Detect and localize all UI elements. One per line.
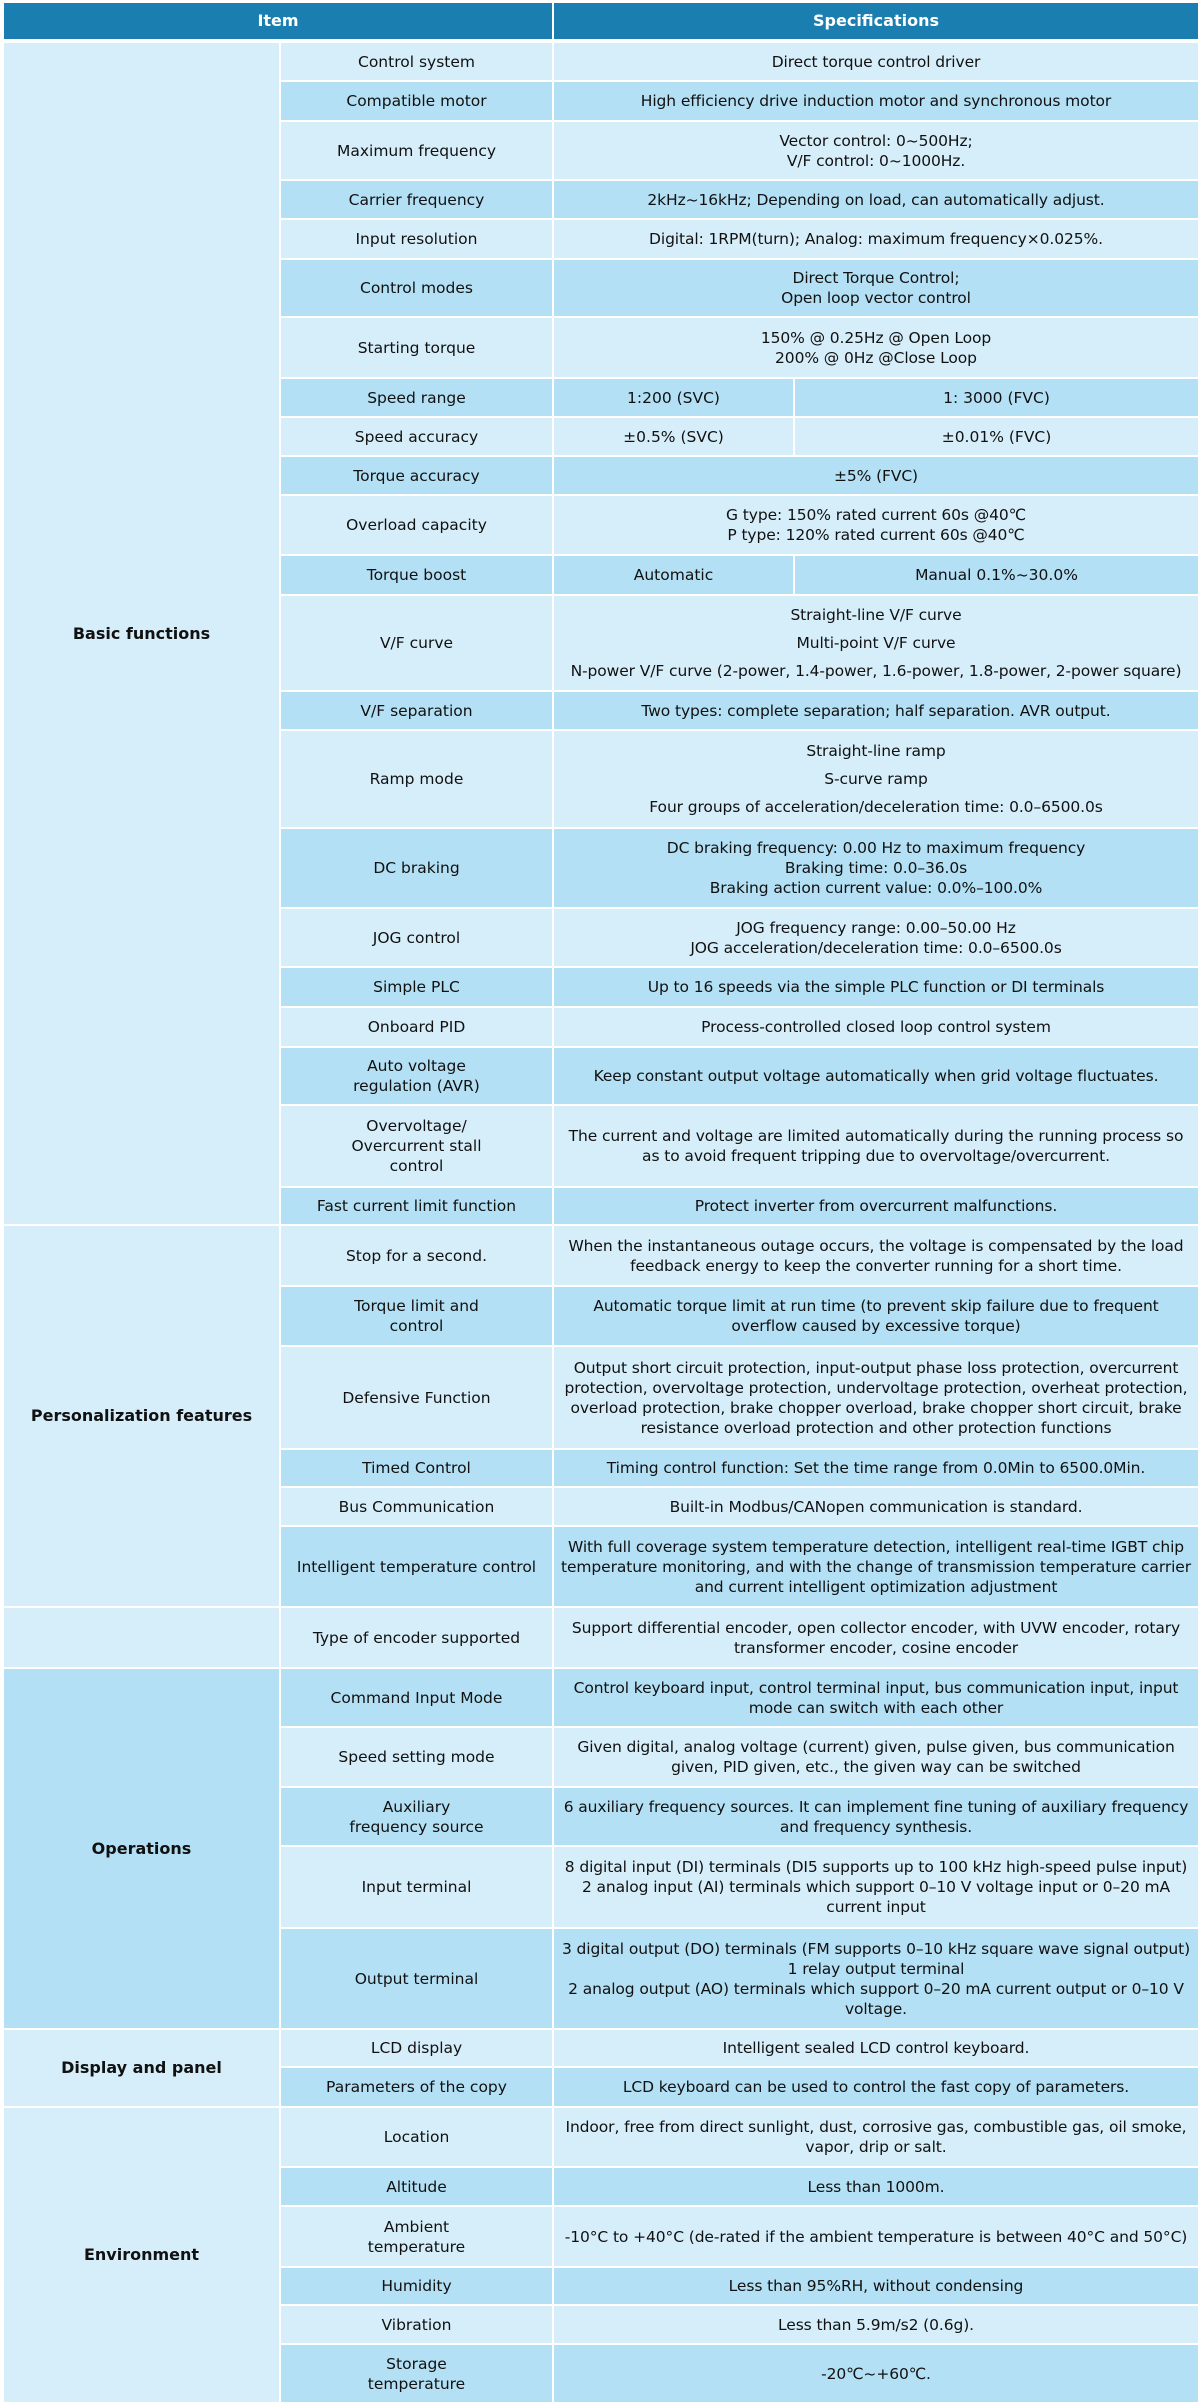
spec-cell	[554, 968, 1198, 1006]
spec-line: Protect inverter from overcurrent malfunctions.	[694, 1197, 1058, 1215]
spec-cell	[554, 1188, 1198, 1224]
item-label-line: Overvoltage/	[366, 1117, 467, 1135]
item-cell	[281, 1008, 552, 1046]
spec-line: Less than 1000m.	[807, 2177, 945, 2196]
spec-cell-svc	[554, 379, 793, 416]
spec-line: Braking action current value: 0.0%–100.0%	[709, 879, 1043, 897]
item-label: Maximum frequency	[336, 141, 497, 160]
item-label: Input terminal	[361, 1878, 472, 1896]
spec-cell	[554, 1527, 1198, 1606]
item-label: Speed accuracy	[354, 427, 479, 446]
spec-cell	[554, 457, 1198, 494]
spec-cell	[554, 731, 1198, 827]
item-cell	[281, 1048, 552, 1104]
item-cell	[281, 1188, 552, 1224]
spec-cell	[554, 1488, 1198, 1525]
spec-cell	[554, 122, 1198, 179]
spec-cell	[554, 2268, 1198, 2304]
spec-line: Less than 95%RH, without condensing	[728, 2277, 1024, 2295]
item-cell	[281, 1226, 552, 1285]
item-label: Speed range	[367, 388, 466, 407]
spec-line: 3 digital output (DO) terminals (FM supports 0–10 kHz square wave signal output)	[561, 1939, 1191, 1958]
item-label-line: Torque limit and	[354, 1297, 479, 1315]
item-label-line: control	[389, 1317, 444, 1335]
item-cell	[281, 692, 552, 729]
item-cell	[281, 220, 552, 258]
spec-value: 1: 3000 (FVC)	[943, 388, 1050, 407]
spec-line: Braking time: 0.0–36.0s	[784, 859, 968, 877]
group-cell	[4, 43, 279, 1224]
item-label: Output terminal	[354, 1969, 479, 1988]
item-cell	[281, 968, 552, 1006]
spec-value: Automatic	[633, 566, 714, 584]
spec-line: High efficiency drive induction motor and synchronous motor	[640, 92, 1112, 110]
spec-cell	[554, 1608, 1198, 1667]
item-cell	[281, 2268, 552, 2304]
spec-line: G type: 150% rated current 60s @40℃	[726, 506, 1026, 524]
spec-line: With full coverage system temperature detection, intelligent real-time IGBT chip temperature monitoring, and with the change of transmission temperature carrier and current intelligent optimization adjustment	[560, 1537, 1192, 1596]
item-label: Humidity	[381, 2277, 452, 2295]
item-label: Simple PLC	[373, 978, 460, 996]
spec-cell	[554, 2068, 1198, 2106]
item-label: Command Input Mode	[330, 1688, 503, 1707]
spec-cell	[554, 181, 1198, 218]
item-cell	[281, 909, 552, 966]
spec-line: 2kHz~16kHz; Depending on load, can automatically adjust.	[647, 190, 1105, 209]
spec-line: Less than 5.9m/s2 (0.6g).	[778, 2315, 974, 2334]
spec-line: 200% @ 0Hz @Close Loop	[775, 348, 977, 367]
spec-line: JOG acceleration/deceleration time: 0.0–6500.0s	[690, 938, 1062, 957]
spec-line: 1 relay output terminal	[787, 1959, 965, 1978]
item-cell	[281, 418, 552, 455]
spec-line: LCD keyboard can be used to control the fast copy of parameters.	[622, 2078, 1130, 2096]
item-label-line: temperature	[367, 2374, 466, 2393]
item-cell	[281, 379, 552, 416]
spec-cell	[554, 1450, 1198, 1486]
item-label: Control system	[358, 52, 475, 71]
item-label-line: Auxiliary	[382, 1797, 451, 1816]
item-label: DC braking	[373, 859, 460, 877]
item-label: Type of encoder supported	[312, 1628, 521, 1647]
spec-cell	[554, 82, 1198, 120]
group-label: Environment	[83, 2245, 200, 2264]
group-label: Personalization features	[30, 1406, 253, 1425]
spec-line: Open loop vector control	[781, 289, 971, 307]
spec-cell	[554, 220, 1198, 258]
item-label: JOG control	[372, 928, 461, 947]
spec-line: JOG frequency range: 0.00–50.00 Hz	[736, 918, 1016, 937]
spec-line: 2 analog input (AI) terminals which support 0–10 V voltage input or 0–20 mA current input	[581, 1878, 1171, 1916]
spec-cell	[554, 2168, 1198, 2205]
item-label: Control modes	[360, 279, 473, 297]
spec-cell	[554, 318, 1198, 377]
item-cell	[281, 1728, 552, 1786]
item-cell	[281, 829, 552, 907]
item-label-line: control	[389, 1157, 444, 1175]
item-label: Altitude	[386, 2177, 447, 2196]
item-cell	[281, 43, 552, 80]
item-cell	[281, 1106, 552, 1186]
item-label: Intelligent temperature control	[296, 1557, 537, 1576]
item-label: LCD display	[370, 2039, 463, 2057]
item-label: Vibration	[381, 2315, 452, 2334]
spec-cell	[554, 1847, 1198, 1927]
item-label: Bus Communication	[338, 1497, 495, 1516]
item-label: Timed Control	[362, 1459, 471, 1477]
spec-line: V/F control: 0~1000Hz.	[786, 151, 966, 170]
item-label-line: frequency source	[349, 1817, 484, 1836]
item-label: Speed setting mode	[338, 1748, 495, 1766]
item-label: Input resolution	[355, 230, 478, 248]
group-label: Display and panel	[61, 2058, 222, 2077]
spec-line: DC braking frequency: 0.00 Hz to maximum frequency	[666, 839, 1086, 857]
spec-value: Manual 0.1%~30.0%	[915, 566, 1078, 584]
spec-line: Multi-point V/F curve	[796, 634, 956, 652]
spec-line: Straight-line ramp	[806, 742, 946, 760]
spec-cell	[554, 1226, 1198, 1285]
spec-value: 1:200 (SVC)	[627, 388, 720, 407]
spec-cell-svc	[554, 556, 793, 594]
spec-line: The current and voltage are limited automatically during the running process so as to avoid frequent tripping due to overvoltage/overcurrent.	[568, 1127, 1184, 1165]
item-cell	[281, 1488, 552, 1525]
spec-cell	[554, 1669, 1198, 1726]
spec-cell	[554, 260, 1198, 316]
spec-line: -20℃~+60℃.	[821, 2364, 931, 2383]
spec-line: Automatic torque limit at run time (to prevent skip failure due to frequent overflow caused by excessive torque)	[593, 1297, 1159, 1335]
item-label: Fast current limit function	[316, 1197, 517, 1215]
spec-cell	[554, 596, 1198, 690]
group-cell	[4, 1608, 279, 1667]
item-label: Starting torque	[357, 338, 476, 357]
spec-line: Four groups of acceleration/deceleration time: 0.0–6500.0s	[649, 798, 1103, 816]
spec-line: Indoor, free from direct sunlight, dust, corrosive gas, combustible gas, oil smoke, vapor, drip or salt.	[565, 2118, 1187, 2156]
group-cell	[4, 1226, 279, 1606]
item-label-line: temperature	[367, 2237, 466, 2256]
spec-cell	[554, 2207, 1198, 2266]
header-item: Item	[4, 3, 552, 39]
group-label: Basic functions	[72, 623, 211, 643]
group-cell	[4, 1669, 279, 2028]
spec-line: Two types: complete separation; half separation. AVR output.	[641, 701, 1111, 720]
spec-cell-svc	[554, 418, 793, 455]
item-cell	[281, 82, 552, 120]
spec-line: 150% @ 0.25Hz @ Open Loop	[760, 328, 992, 347]
item-cell	[281, 556, 552, 594]
item-cell	[281, 2030, 552, 2066]
item-cell	[281, 496, 552, 554]
item-cell	[281, 1347, 552, 1448]
spec-cell	[554, 2030, 1198, 2066]
item-label: V/F curve	[379, 634, 454, 652]
spec-line: Keep constant output voltage automatically when grid voltage fluctuates.	[593, 1067, 1159, 1085]
item-cell	[281, 731, 552, 827]
spec-line: Up to 16 speeds via the simple PLC function or DI terminals	[647, 978, 1105, 996]
spec-line: P type: 120% rated current 60s @40℃	[727, 526, 1025, 544]
spec-cell	[554, 909, 1198, 966]
item-label: Stop for a second.	[345, 1246, 488, 1265]
spec-cell	[554, 692, 1198, 729]
spec-line: Direct Torque Control;	[792, 269, 960, 287]
group-label: Operations	[91, 1838, 192, 1858]
item-label: Torque boost	[366, 566, 467, 584]
item-cell	[281, 2306, 552, 2343]
item-cell	[281, 596, 552, 690]
item-cell	[281, 260, 552, 316]
spec-line: Control keyboard input, control terminal input, bus communication input, input mode can switch with each other	[573, 1678, 1179, 1717]
item-cell	[281, 318, 552, 377]
spec-line: -10°C to +40°C (de-rated if the ambient temperature is between 40°C and 50°C)	[564, 2227, 1188, 2246]
spec-line: When the instantaneous outage occurs, the voltage is compensated by the load feedback energy to keep the converter running for a short time.	[568, 1236, 1184, 1275]
spec-line: Straight-line V/F curve	[790, 606, 962, 624]
item-label: Ramp mode	[369, 770, 464, 788]
item-cell	[281, 1450, 552, 1486]
spec-cell	[554, 43, 1198, 80]
group-cell	[4, 2108, 279, 2402]
item-cell	[281, 1929, 552, 2028]
spec-cell	[554, 1008, 1198, 1046]
spec-line: Support differential encoder, open collector encoder, with UVW encoder, rotary transformer encoder, cosine encoder	[571, 1618, 1181, 1657]
spec-cell	[554, 2345, 1198, 2402]
spec-line: Vector control: 0~500Hz;	[779, 131, 973, 150]
spec-line: Given digital, analog voltage (current) given, pulse given, bus communication given, PID given, etc., the given way can be switched	[577, 1738, 1175, 1776]
item-cell	[281, 2168, 552, 2205]
header-specifications: Specifications	[554, 3, 1198, 39]
item-cell	[281, 181, 552, 218]
spec-line: Built-in Modbus/CANopen communication is standard.	[669, 1497, 1083, 1516]
spec-cell-fvc	[795, 556, 1198, 594]
spec-cell	[554, 496, 1198, 554]
item-label: Carrier frequency	[348, 190, 485, 209]
item-cell	[281, 1608, 552, 1667]
spec-cell	[554, 2108, 1198, 2166]
item-label: Overload capacity	[346, 516, 487, 534]
spec-cell	[554, 1929, 1198, 2028]
item-label: Onboard PID	[367, 1018, 466, 1036]
item-label: Location	[383, 2128, 450, 2146]
spec-cell-fvc	[795, 418, 1198, 455]
item-label: V/F separation	[360, 701, 473, 720]
spec-line: S-curve ramp	[824, 770, 928, 788]
spec-cell	[554, 1728, 1198, 1786]
spec-line: 8 digital input (DI) terminals (DI5 supports up to 100 kHz high-speed pulse input)	[564, 1858, 1188, 1876]
spec-value: ±0.01% (FVC)	[941, 427, 1052, 446]
item-cell	[281, 1788, 552, 1845]
spec-line: Output short circuit protection, input-output phase loss protection, overcurrent protection, overvoltage protection, undervoltage protection, overheat protection, overload protection, brake chopper overload, brake chopper short circuit, brake resistance overload protection and other protection functions	[564, 1358, 1188, 1437]
item-label-line: Ambient	[383, 2217, 450, 2236]
item-label: Parameters of the copy	[326, 2078, 507, 2096]
item-cell	[281, 2345, 552, 2402]
spec-line: Process-controlled closed loop control system	[701, 1018, 1051, 1036]
item-cell	[281, 2207, 552, 2266]
item-cell	[281, 122, 552, 179]
spec-value: ±0.5% (SVC)	[623, 427, 724, 446]
item-label-line: Overcurrent stall	[351, 1137, 482, 1155]
spec-line: Timing control function: Set the time range from 0.0Min to 6500.0Min.	[606, 1459, 1146, 1477]
item-label: Defensive Function	[342, 1388, 491, 1407]
item-label: Compatible motor	[346, 92, 487, 110]
item-cell	[281, 457, 552, 494]
spec-line: ±5% (FVC)	[833, 466, 919, 485]
spec-line: Digital: 1RPM(turn); Analog: maximum frequency×0.025%.	[649, 230, 1103, 248]
spec-cell	[554, 2306, 1198, 2343]
spec-line: 2 analog output (AO) terminals which support 0–20 mA current output or 0–10 V voltage.	[568, 1979, 1184, 2018]
item-cell	[281, 2108, 552, 2166]
spec-line: N-power V/F curve (2-power, 1.4-power, 1.6-power, 1.8-power, 2-power square)	[570, 662, 1182, 680]
spec-cell	[554, 1788, 1198, 1845]
item-label: Torque accuracy	[353, 466, 480, 485]
item-cell	[281, 1527, 552, 1606]
item-label-line: Auto voltage	[367, 1057, 466, 1075]
spec-line: 6 auxiliary frequency sources. It can implement fine tuning of auxiliary frequency and frequency synthesis.	[563, 1797, 1189, 1836]
spec-cell	[554, 1106, 1198, 1186]
item-label-line: regulation (AVR)	[353, 1077, 480, 1095]
item-cell	[281, 1287, 552, 1345]
group-cell	[4, 2030, 279, 2106]
spec-line: Direct torque control driver	[771, 52, 981, 71]
spec-cell	[554, 1287, 1198, 1345]
spec-cell-fvc	[795, 379, 1198, 416]
item-cell	[281, 2068, 552, 2106]
item-cell	[281, 1847, 552, 1927]
spec-line: Intelligent sealed LCD control keyboard.	[722, 2039, 1030, 2057]
spec-cell	[554, 1048, 1198, 1104]
spec-cell	[554, 1347, 1198, 1448]
spec-cell	[554, 829, 1198, 907]
item-cell	[281, 1669, 552, 1726]
item-label-line: Storage	[386, 2354, 447, 2373]
